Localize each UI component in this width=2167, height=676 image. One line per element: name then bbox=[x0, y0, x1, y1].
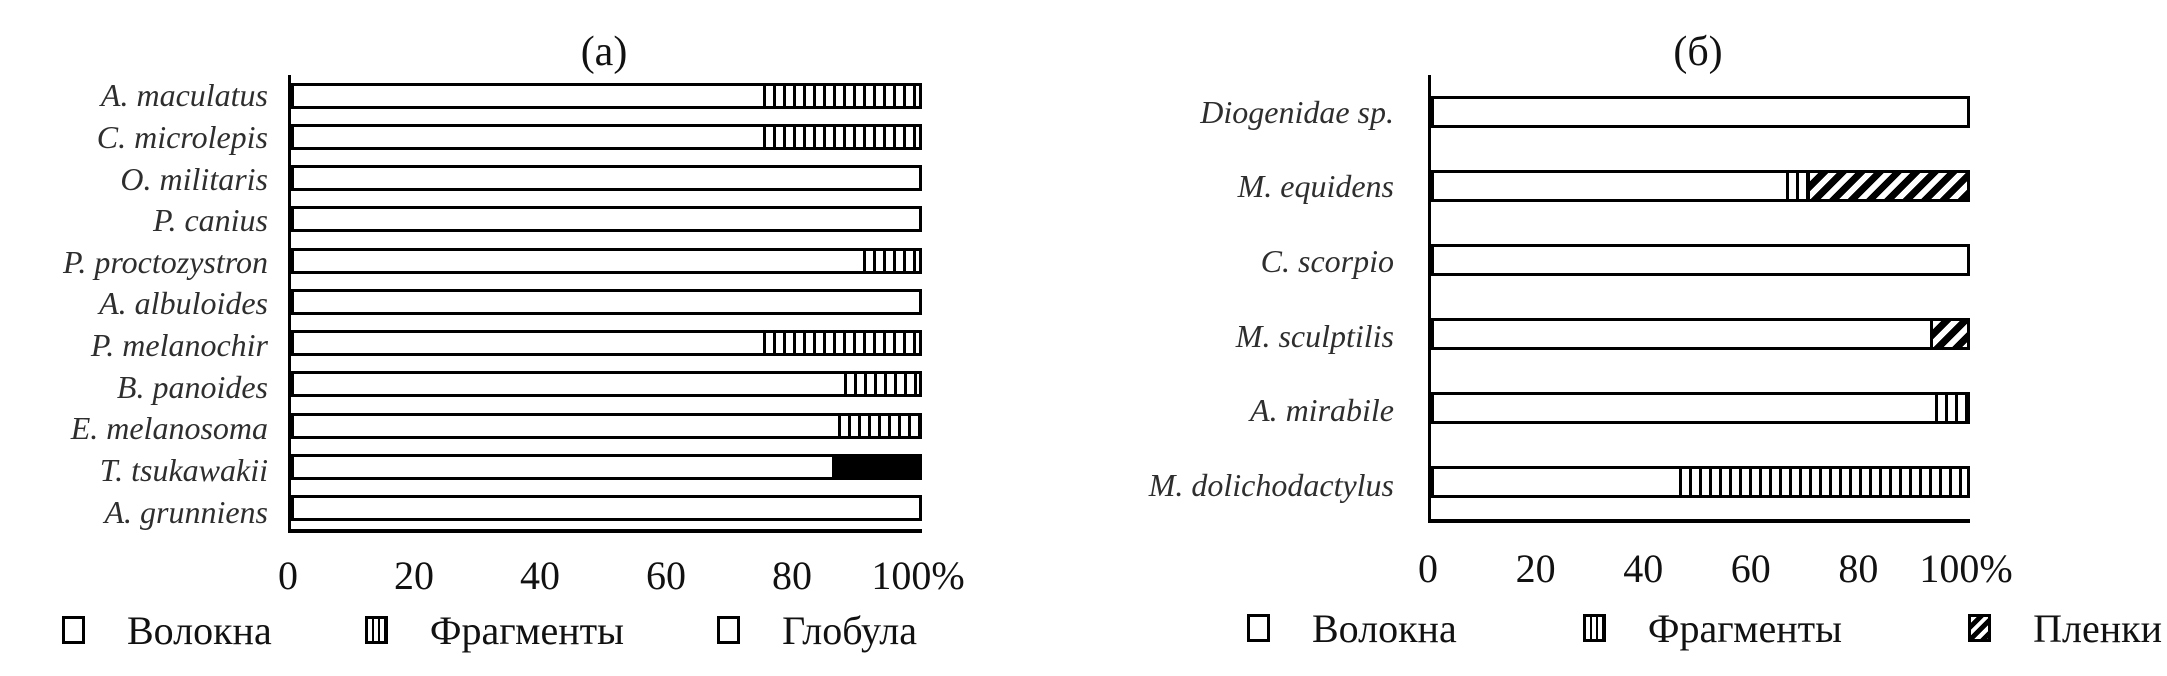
bar-row bbox=[291, 289, 922, 315]
bar-row bbox=[1431, 170, 1970, 202]
chart-a-xaxis-ticks bbox=[278, 552, 965, 602]
bar-segment-Волокна bbox=[294, 333, 763, 353]
x-tick-label: 60 bbox=[1730, 546, 1771, 591]
bar-segment-Волокна bbox=[294, 86, 763, 106]
bar-row bbox=[291, 454, 922, 480]
legend-item bbox=[1247, 605, 1457, 652]
bar-row bbox=[291, 495, 922, 521]
category-label: M. dolichodactylus bbox=[1148, 467, 1394, 504]
legend-item bbox=[717, 607, 917, 654]
bar-segment-Волокна bbox=[1434, 395, 1935, 421]
stacked-bar bbox=[291, 124, 922, 150]
category-label: E. melanosoma bbox=[70, 410, 268, 447]
chart-a-legend bbox=[62, 602, 917, 658]
stacked-bar bbox=[291, 206, 922, 232]
x-tick-label: 100% bbox=[1919, 546, 2013, 591]
category-label: A. mirabile bbox=[1250, 392, 1394, 429]
bar-segment-Фрагменты bbox=[763, 127, 919, 147]
stacked-bar bbox=[291, 83, 922, 109]
category-label: A. maculatus bbox=[100, 77, 268, 114]
stacked-bar bbox=[1431, 392, 1970, 424]
stacked-bar bbox=[291, 165, 922, 191]
x-tick-label: 20 bbox=[1515, 546, 1556, 591]
stacked-bar bbox=[291, 330, 922, 356]
bar-row bbox=[291, 371, 922, 397]
x-tick-label: 40 bbox=[1623, 546, 1664, 591]
legend-marker-vstripes-icon bbox=[1583, 614, 1606, 642]
bar-segment-Фрагменты bbox=[763, 86, 919, 106]
x-tick-label: 80 bbox=[772, 553, 812, 598]
bar-segment-Волокна bbox=[1434, 321, 1930, 347]
bar-segment-Волокна bbox=[294, 168, 919, 188]
legend-marker-diag-icon bbox=[1968, 614, 1991, 642]
legend-label: Фрагменты bbox=[1647, 605, 1842, 651]
bar-segment-Волокна bbox=[294, 127, 763, 147]
stacked-bar bbox=[291, 413, 922, 439]
x-tick-label: 60 bbox=[646, 553, 686, 598]
category-label: M. equidens bbox=[1237, 168, 1394, 205]
category-label: C. microlepis bbox=[96, 118, 268, 155]
legend-marker-white-icon bbox=[62, 616, 85, 644]
legend-label: Волокна bbox=[127, 607, 272, 653]
x-tick-label: 0 bbox=[1418, 546, 1438, 591]
stacked-bar bbox=[291, 371, 922, 397]
bar-row bbox=[291, 248, 922, 274]
bar-row bbox=[291, 124, 922, 150]
legend-label: Пленки bbox=[2033, 605, 2162, 651]
bar-segment-Фрагменты bbox=[1935, 395, 1967, 421]
category-label: Diogenidae sp. bbox=[1200, 93, 1394, 130]
legend-label: Фрагменты bbox=[429, 607, 624, 653]
bar-segment-Волокна bbox=[294, 209, 919, 229]
bar-segment-Фрагменты bbox=[763, 333, 919, 353]
chart-a-title: (а) bbox=[580, 29, 628, 75]
bar-row bbox=[1431, 244, 1970, 276]
bar-segment-Глобула bbox=[832, 457, 920, 477]
bar-segment-Волокна bbox=[1434, 469, 1679, 495]
legend-marker-vstripes-icon bbox=[365, 616, 388, 644]
x-tick-label: 20 bbox=[394, 553, 434, 598]
category-label: B. panoides bbox=[116, 368, 268, 405]
stacked-bar bbox=[1431, 96, 1970, 128]
bar-row bbox=[291, 83, 922, 109]
bar-segment-Фрагменты bbox=[1679, 469, 1967, 495]
legend-label: Глобула bbox=[782, 607, 917, 653]
bar-segment-Волокна bbox=[1434, 247, 1967, 273]
bar-row bbox=[1431, 96, 1970, 128]
category-label: O. militaris bbox=[120, 160, 268, 197]
bar-segment-Волокна bbox=[1434, 173, 1786, 199]
stacked-bar bbox=[291, 289, 922, 315]
category-label: A. albuloides bbox=[99, 285, 268, 322]
category-label: P. melanochir bbox=[90, 327, 268, 364]
legend-item bbox=[1968, 605, 2162, 652]
bar-segment-Фрагменты bbox=[838, 416, 919, 436]
bar-segment-Волокна bbox=[294, 251, 863, 271]
legend-marker-black-icon bbox=[717, 616, 740, 644]
bar-row bbox=[1431, 392, 1970, 424]
stacked-bar bbox=[291, 495, 922, 521]
x-tick-label: 40 bbox=[520, 553, 560, 598]
stacked-bar bbox=[1431, 466, 1970, 498]
bar-row bbox=[291, 413, 922, 439]
stacked-bar bbox=[1431, 170, 1970, 202]
x-tick-label: 100% bbox=[871, 553, 965, 598]
chart-b-ylabels bbox=[990, 75, 1406, 523]
bar-row bbox=[291, 165, 922, 191]
bar-segment-Фрагменты bbox=[844, 374, 919, 394]
chart-b-title: (б) bbox=[1673, 29, 1723, 75]
legend-marker-white-icon bbox=[1247, 614, 1270, 642]
chart-a-plot bbox=[288, 75, 922, 533]
stacked-bar bbox=[291, 248, 922, 274]
legend-item bbox=[365, 607, 624, 654]
stacked-bar bbox=[291, 454, 922, 480]
legend-label: Волокна bbox=[1312, 605, 1457, 651]
bar-segment-Пленки bbox=[1807, 173, 1967, 199]
bar-segment-Фрагменты bbox=[1786, 173, 1807, 199]
bar-segment-Волокна bbox=[294, 498, 919, 518]
bar-row bbox=[291, 330, 922, 356]
bar-segment-Волокна bbox=[1434, 99, 1967, 125]
bar-segment-Волокна bbox=[294, 374, 844, 394]
bar-row bbox=[291, 206, 922, 232]
bar-segment-Волокна bbox=[294, 292, 919, 312]
category-label: P. proctozystron bbox=[62, 243, 268, 280]
bar-row bbox=[1431, 466, 1970, 498]
category-label: P. canius bbox=[153, 202, 268, 239]
stacked-bar bbox=[1431, 244, 1970, 276]
bar-segment-Волокна bbox=[294, 416, 838, 436]
bar-row bbox=[1431, 318, 1970, 350]
x-tick-label: 80 bbox=[1838, 546, 1879, 591]
legend-item bbox=[1583, 605, 1842, 652]
bar-segment-Волокна bbox=[294, 457, 832, 477]
category-label: A. grunniens bbox=[104, 493, 268, 530]
x-tick-label: 0 bbox=[278, 553, 298, 598]
bar-segment-Пленки bbox=[1930, 321, 1967, 347]
legend-item bbox=[62, 607, 272, 654]
bar-segment-Фрагменты bbox=[863, 251, 919, 271]
category-label: M. sculptilis bbox=[1235, 317, 1394, 354]
stacked-bar bbox=[1431, 318, 1970, 350]
chart-a-ylabels bbox=[20, 75, 280, 533]
chart-b-xaxis-ticks bbox=[1418, 545, 2013, 595]
chart-b-plot bbox=[1428, 75, 1970, 523]
category-label: C. scorpio bbox=[1260, 243, 1394, 280]
chart-b-legend bbox=[1247, 600, 2162, 656]
category-label: T. tsukawakii bbox=[99, 451, 268, 488]
